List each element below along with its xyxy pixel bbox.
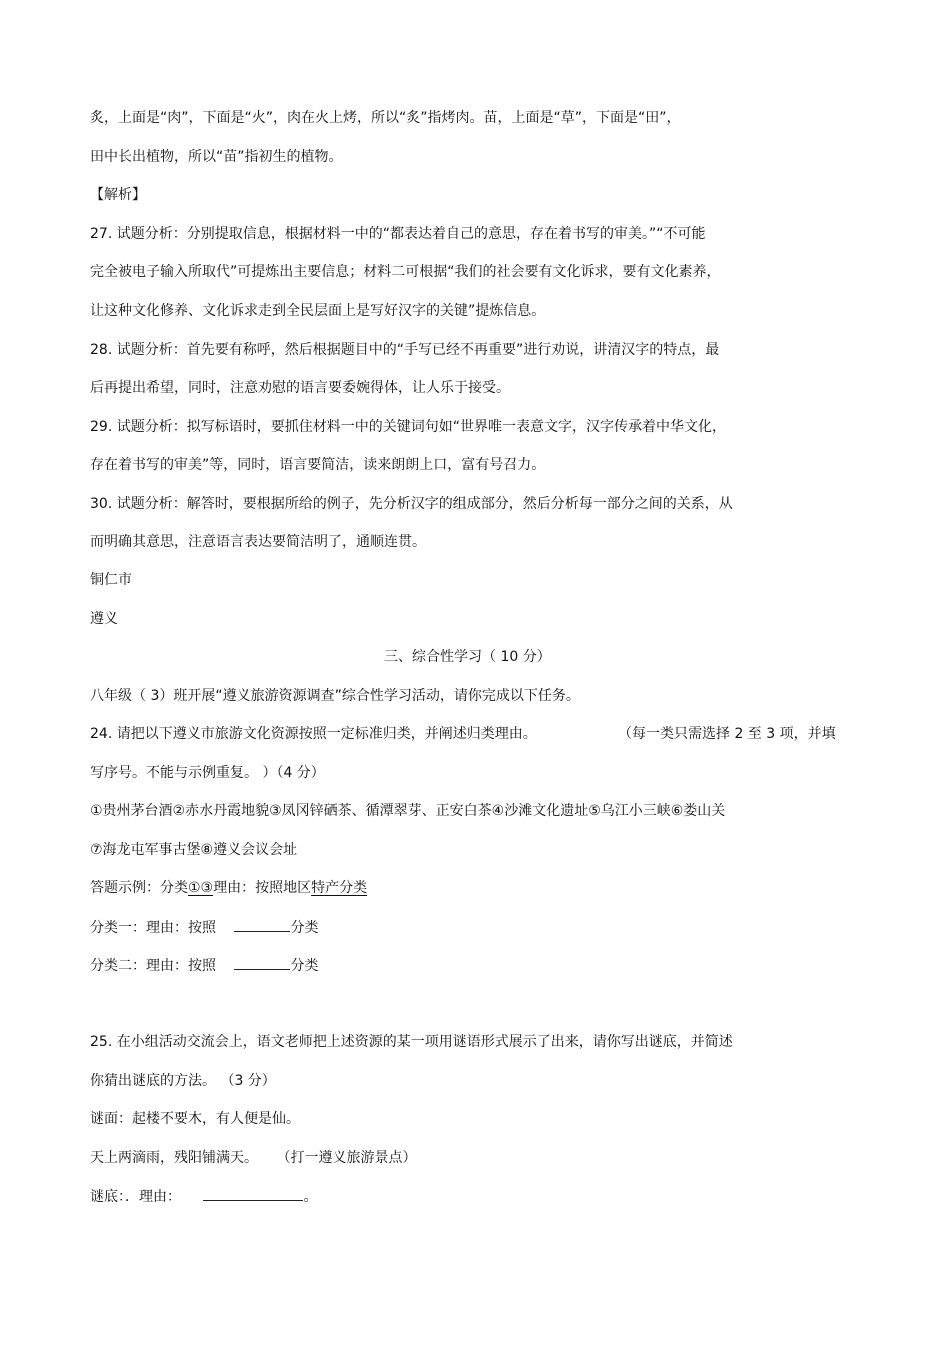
category-one-line: [90, 917, 318, 938]
paragraph-line: 田中长出植物，所以“苗”指初生的植物。: [90, 149, 343, 165]
riddle-note: （打一遵义旅游景点）: [276, 1150, 417, 1166]
category-one-label: 分类一：理由：按照: [90, 920, 216, 936]
q24-line-note: （每一类只需选择 2 至 3 项，并填: [618, 726, 836, 742]
example-tail: 特产分类: [311, 880, 368, 896]
riddle-text: 天上两滴雨，残阳铺满天。: [90, 1150, 258, 1166]
riddle-answer-label: 谜底：．理由：: [90, 1189, 181, 1205]
example-numbers: ①③: [188, 880, 214, 896]
q25-line: 25. 在小组活动交流会上，语文老师把上述资源的某一项用谜语形式展示了出来，请你写出谜底，并简述: [90, 1034, 733, 1050]
paragraph-line: 炙，上面是“肉”，下面是“火”，肉在火上烤，所以“炙”指烤肉。苗，上面是“草”，下面是“田”，: [90, 110, 681, 126]
section-intro: 八年级（ 3）班开展“遵义旅游资源调查”综合性学习活动，请你完成以下任务。: [90, 688, 580, 704]
answer-example: [90, 878, 367, 898]
riddle-answer-blank[interactable]: [203, 1186, 303, 1201]
riddle-line: 谜面：起楼不要木，有人便是仙。: [90, 1111, 300, 1127]
analysis-heading: 【解析】: [90, 187, 146, 203]
q29-line: 29. 试题分析：拟写标语时，要抓住材料一中的关键词句如“世界唯一表意文字，汉字传承着中华文化，: [90, 419, 726, 435]
q28-line: 28. 试题分析：首先要有称呼，然后根据题目中的“手写已经不再重要”进行劝说，讲清汉字的特点，最: [90, 342, 720, 358]
category-two-blank[interactable]: [234, 955, 290, 970]
region-label: 铜仁市: [90, 572, 132, 588]
region-label: 遵义: [90, 611, 118, 627]
riddle-line: [90, 1148, 416, 1168]
category-two-line: [90, 955, 318, 976]
category-suffix: 分类: [290, 958, 319, 974]
q30-line: 而明确其意思，注意语言表达要简洁明了，通顺连贯。: [90, 534, 426, 550]
category-suffix: 分类: [290, 920, 319, 936]
riddle-answer-end: 。: [303, 1189, 318, 1205]
q27-line: 让这种文化修养、文化诉求走到全民层面上是写好汉字的关键”提炼信息。: [90, 303, 546, 319]
example-mid: 理由：按照地区: [213, 880, 312, 896]
q27-line: 完全被电子输入所取代”可提炼出主要信息；材料二可根据“我们的社会要有文化诉求，要有文化素养，: [90, 264, 721, 280]
q24-line: 写序号。不能与示例重复。 ）（4 分）: [90, 765, 325, 781]
example-prefix: 答题示例：分类: [90, 880, 188, 896]
riddle-answer-line: [90, 1186, 317, 1207]
section-title: 三、综合性学习（ 10 分）: [384, 649, 551, 665]
q27-line: 27. 试题分析：分别提取信息，根据材料一中的“都表达着自己的意思，存在着书写的审美。”“不可能: [90, 226, 706, 242]
resource-list: ⑦海龙屯军事古堡⑧遵义会议会址: [90, 842, 298, 858]
resource-list: ①贵州茅台酒②赤水丹霞地貌③凤冈锌硒茶、循潭翠芽、正安白茶④沙滩文化遗址⑤乌江小三峡⑥娄山关: [90, 803, 726, 819]
category-one-blank[interactable]: [234, 917, 290, 932]
q29-line: 存在着书写的审美”等，同时，语言要简洁，读来朗朗上口，富有号召力。: [90, 457, 546, 473]
q24-line: 24. 请把以下遵义市旅游文化资源按照一定标准归类，并阐述归类理由。: [90, 726, 537, 742]
category-two-label: 分类二：理由：按照: [90, 958, 216, 974]
q30-line: 30. 试题分析：解答时，要根据所给的例子，先分析汉字的组成部分，然后分析每一部分之间的关系，从: [90, 496, 733, 512]
q25-line: 你猜出谜底的方法。 （3 分）: [90, 1073, 276, 1089]
q28-line: 后再提出希望，同时，注意劝慰的语言要委婉得体，让人乐于接受。: [90, 380, 510, 396]
